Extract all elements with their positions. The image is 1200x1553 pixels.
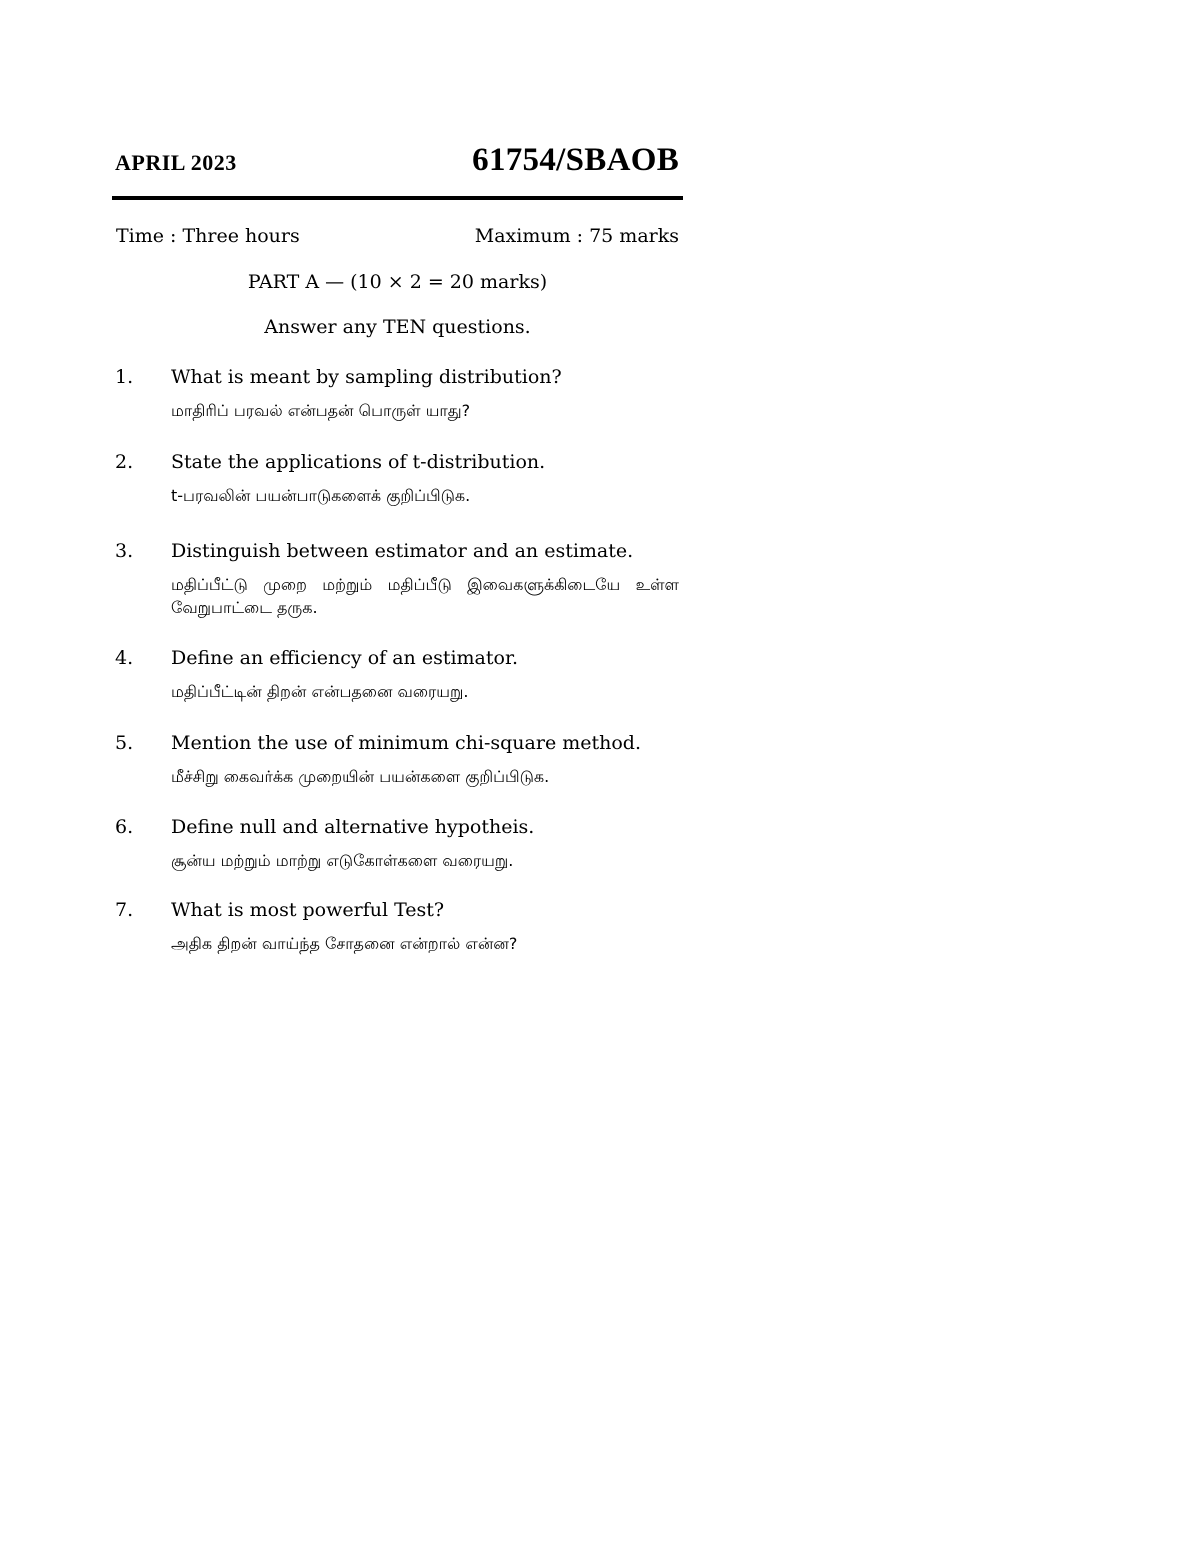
question-text-english: Mention the use of minimum chi-square method.: [171, 732, 642, 754]
question-text-english: Define null and alternative hypotheis.: [171, 816, 535, 838]
part-a-instruction: Answer any TEN questions.: [264, 316, 531, 338]
question-text-english: State the applications of t-distribution.: [171, 451, 546, 473]
question-text-tamil: மதிப்பீட்டின் திறன் என்பதனை வரையறு.: [171, 682, 469, 701]
question-text-tamil: t-பரவலின் பயன்பாடுகளைக் குறிப்பிடுக.: [171, 486, 471, 505]
question-text-english: Distinguish between estimator and an estimate.: [171, 540, 634, 562]
question-text-tamil: சூன்ய மற்றும் மாற்று எடுகோள்களை வரையறு.: [171, 851, 514, 870]
question-number: 3.: [115, 540, 134, 562]
part-a-heading: PART A — (10 × 2 = 20 marks): [247, 271, 548, 293]
question-number: 5.: [115, 732, 134, 754]
exam-duration: Time : Three hours: [116, 225, 300, 247]
question-text-tamil: மீச்சிறு கைவர்க்க முறையின் பயன்களை குறிப்பிடுக.: [171, 767, 550, 786]
question-text-tamil: அதிக திறன் வாய்ந்த சோதனை என்றால் என்ன?: [171, 934, 518, 953]
question-text-english: Define an efficiency of an estimator.: [171, 647, 518, 669]
question-number: 1.: [115, 366, 134, 388]
question-number: 2.: [115, 451, 134, 473]
question-text-tamil: மாதிரிப் பரவல் என்பதன் பொருள் யாது?: [171, 401, 471, 420]
question-text-tamil: மதிப்பீட்டு முறை மற்றும் மதிப்பீடு இவைகளுக்கிடையே உள்ள வேறுபாட்டை தருக.: [171, 575, 679, 617]
question-number: 4.: [115, 647, 134, 669]
question-number: 6.: [115, 816, 134, 838]
exam-month-year: APRIL 2023: [115, 150, 237, 175]
question-number: 7.: [115, 899, 134, 921]
header-divider: [112, 196, 683, 200]
paper-code: 61754/SBAOB: [472, 142, 679, 178]
maximum-marks: Maximum : 75 marks: [474, 225, 679, 247]
question-text-english: What is meant by sampling distribution?: [171, 366, 562, 388]
question-text-english: What is most powerful Test?: [171, 899, 445, 921]
